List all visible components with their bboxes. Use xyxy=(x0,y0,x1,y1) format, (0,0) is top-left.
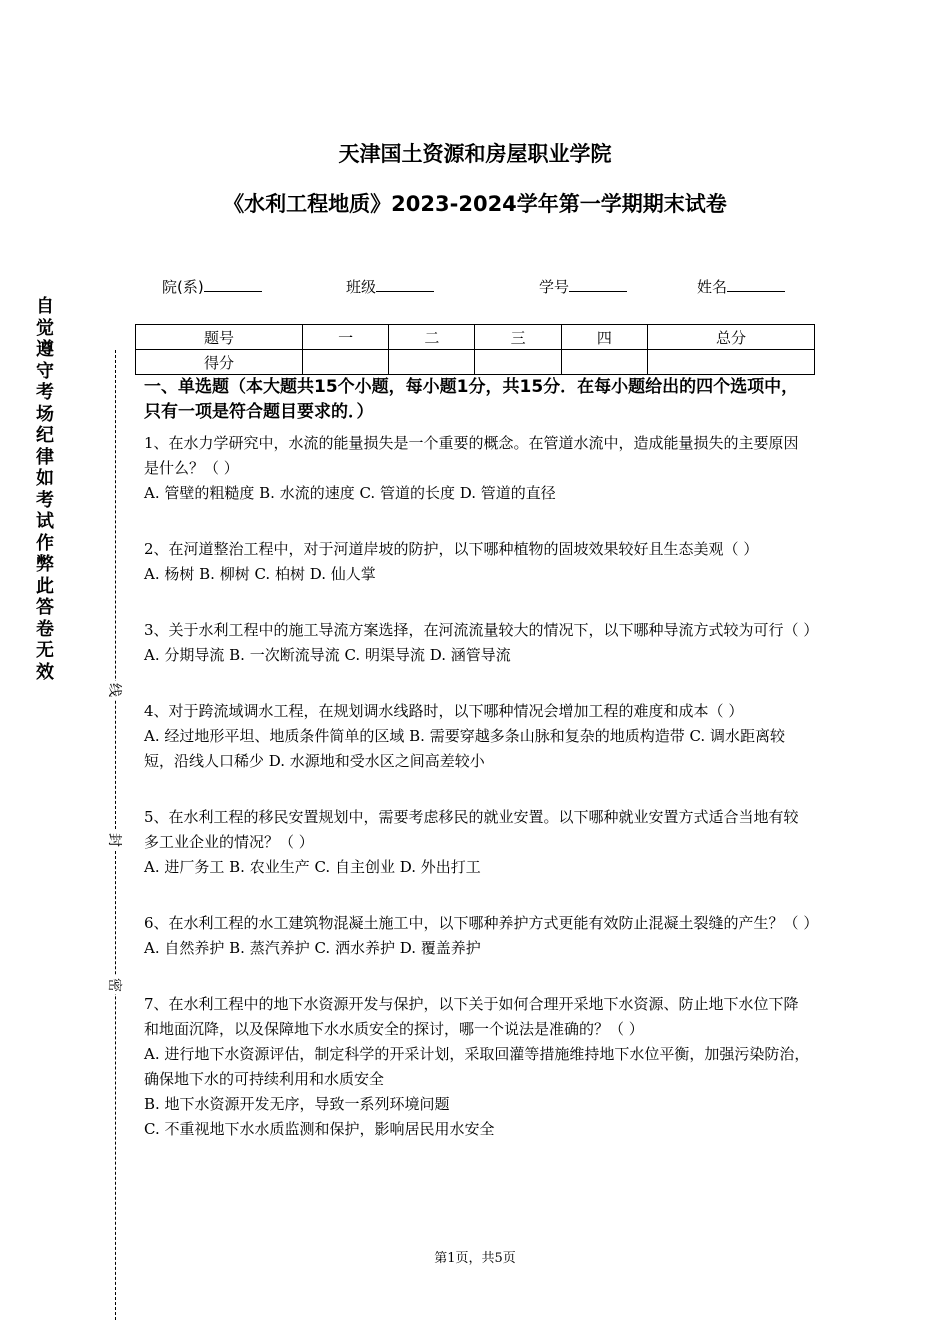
name-label: 姓名 xyxy=(697,278,728,296)
student-id-label: 学号 xyxy=(539,278,570,296)
cut-mark-seal: 封 xyxy=(105,831,125,849)
score-cell: 总分 xyxy=(647,325,814,350)
score-blank-cell[interactable] xyxy=(561,350,647,375)
notice-char: 卷 xyxy=(36,618,54,640)
score-cell: 三 xyxy=(475,325,561,350)
name-field xyxy=(697,276,785,297)
score-table xyxy=(135,324,815,375)
notice-char: 试 xyxy=(36,511,54,532)
notice-char: 律 xyxy=(36,446,54,468)
notice-char: 答 xyxy=(36,597,54,618)
question-stem: 2、在河道整治工程中，对于河道岸坡的防护，以下哪种植物的固坡效果较好且生态美观（ ） xyxy=(144,540,759,558)
score-cell: 二 xyxy=(389,325,475,350)
score-blank-cell[interactable] xyxy=(303,350,389,375)
question-stem: 7、在水利工程中的地下水资源开发与保护，以下关于如何合理开采地下水资源、防止地下水位下降和地面沉降，以及保障地下水水质安全的探讨，哪一个说法是准确的？（ ） xyxy=(144,995,799,1038)
score-blank-cell[interactable] xyxy=(647,350,814,375)
score-blank-cell[interactable] xyxy=(475,350,561,375)
notice-char: 考 xyxy=(36,489,54,511)
department-label: 院(系) xyxy=(162,278,204,296)
student-id-field xyxy=(539,276,627,297)
notice-char: 弊 xyxy=(36,554,54,575)
notice-char: 纪 xyxy=(36,425,54,446)
class-label: 班级 xyxy=(346,278,377,296)
cut-mark-secret: 密 xyxy=(105,976,125,994)
notice-char: 考 xyxy=(36,382,54,403)
notice-char: 效 xyxy=(36,661,54,683)
question-stem: 6、在水利工程的水工建筑物混凝土施工中，以下哪种养护方式更能有效防止混凝土裂缝的产生？（ ） xyxy=(144,914,819,932)
question-options: A. 管壁的粗糙度 B. 水流的速度 C. 管道的长度 D. 管道的直径 xyxy=(144,484,556,502)
class-blank[interactable] xyxy=(376,277,434,292)
question-option-c: C. 不重视地下水水质监测和保护，影响居民用水安全 xyxy=(144,1120,495,1138)
question-options: A. 杨树 B. 柳树 C. 柏树 D. 仙人掌 xyxy=(144,565,376,583)
notice-char: 遵 xyxy=(36,339,54,360)
notice-char: 自 xyxy=(36,296,54,317)
notice-char: 无 xyxy=(36,640,54,661)
notice-char: 场 xyxy=(36,403,54,425)
question-stem: 4、对于跨流域调水工程，在规划调水线路时，以下哪种情况会增加工程的难度和成本（ ） xyxy=(144,702,744,720)
question-section xyxy=(144,375,819,1142)
question-option-b: B. 地下水资源开发无序，导致一系列环境问题 xyxy=(144,1095,450,1113)
class-field xyxy=(346,276,434,297)
question-stem: 1、在水力学研究中，水流的能量损失是一个重要的概念。在管道水流中，造成能量损失的主要原因是什么？（ ） xyxy=(144,434,799,477)
school-title: 天津国土资源和房屋职业学院 xyxy=(338,142,612,166)
section-heading: 一、单选题（本大题共15个小题，每小题1分，共15分．在每小题给出的四个选项中，只有一项是符合题目要求的．） xyxy=(144,377,799,422)
score-cell: 一 xyxy=(303,325,389,350)
department-blank[interactable] xyxy=(204,277,262,292)
score-header-row xyxy=(136,325,815,350)
score-cell: 题号 xyxy=(136,325,303,350)
question-options: A. 分期导流 B. 一次断流导流 C. 明渠导流 D. 涵管导流 xyxy=(144,646,511,664)
notice-char: 如 xyxy=(36,468,54,489)
exam-title: 《水利工程地质》2023-2024学年第一学期期末试卷 xyxy=(223,192,727,216)
score-value-row xyxy=(136,350,815,375)
score-cell: 四 xyxy=(561,325,647,350)
score-row-label: 得分 xyxy=(136,350,303,375)
question-stem: 5、在水利工程的移民安置规划中，需要考虑移民的就业安置。以下哪种就业安置方式适合当地有较多工业企业的情况？（ ） xyxy=(144,808,799,851)
student-id-blank[interactable] xyxy=(569,277,627,292)
cut-mark-line: 线 xyxy=(105,681,125,699)
exam-discipline-notice xyxy=(33,296,57,683)
name-blank[interactable] xyxy=(727,277,785,292)
question-options: A. 进厂务工 B. 农业生产 C. 自主创业 D. 外出打工 xyxy=(144,858,481,876)
department-field xyxy=(162,276,262,297)
notice-char: 守 xyxy=(36,360,54,382)
question-option-a: A. 进行地下水资源评估，制定科学的开采计划，采取回灌等措施维持地下水位平衡，加强污染防治，确保地下水的可持续利用和水质安全 xyxy=(144,1045,810,1088)
question-options: A. 自然养护 B. 蒸汽养护 C. 洒水养护 D. 覆盖养护 xyxy=(144,939,481,957)
notice-char: 此 xyxy=(36,575,54,597)
notice-char: 作 xyxy=(36,532,54,554)
question-stem: 3、关于水利工程中的施工导流方案选择，在河流流量较大的情况下，以下哪种导流方式较为可行（ ） xyxy=(144,621,819,639)
question-options: A. 经过地形平坦、地质条件简单的区域 B. 需要穿越多条山脉和复杂的地质构造带 C. 调水距离较短，沿线人口稀少 D. 水源地和受水区之间高差较小 xyxy=(144,727,785,770)
score-blank-cell[interactable] xyxy=(389,350,475,375)
notice-char: 觉 xyxy=(36,317,54,339)
page-number: 第1页，共5页 xyxy=(434,1251,516,1266)
